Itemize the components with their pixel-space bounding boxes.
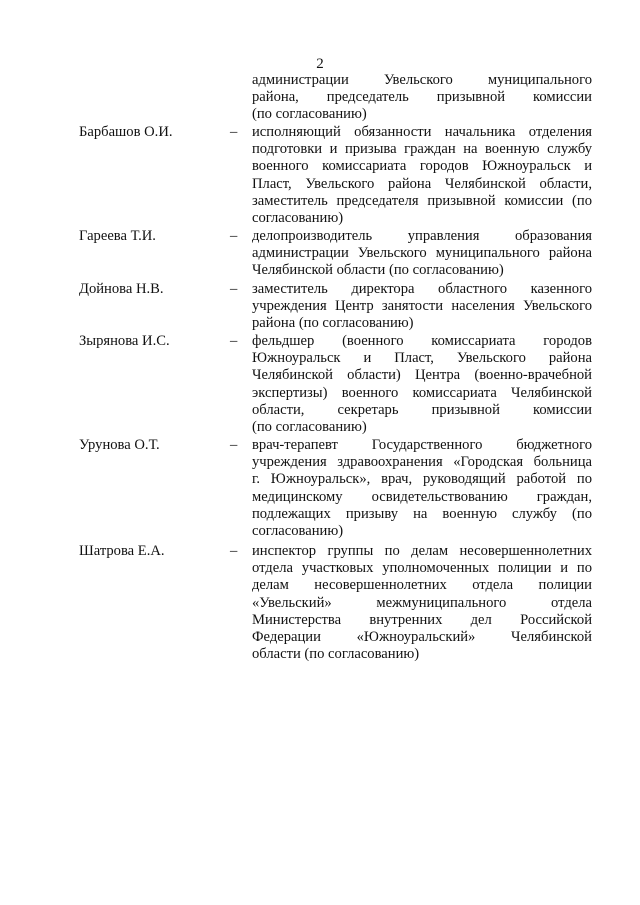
text-line: отдела участковых уполномоченных полиции и по	[252, 560, 592, 577]
dash-separator: –	[230, 437, 238, 453]
dash-separator: –	[230, 124, 238, 140]
member-name: Гареева Т.И.	[79, 228, 156, 244]
text-line: фельдшер (военного комиссариата городов	[252, 333, 592, 349]
text-line: инспектор группы по делам несовершеннолетних	[252, 543, 592, 559]
text-line: заместитель председателя призывной комиссии (по	[252, 192, 592, 209]
dash-separator: –	[230, 333, 238, 349]
text-line: области (по согласованию)	[252, 646, 420, 663]
text-line: медицинскому освидетельствованию граждан,	[252, 488, 592, 505]
member-name: Дойнова Н.В.	[79, 281, 164, 297]
text-line: администрации Увельского муниципального	[252, 72, 592, 88]
text-line: администрации Увельского муниципального района	[252, 245, 592, 262]
text-line: Челябинской области (по согласованию)	[252, 262, 504, 279]
member-description	[252, 228, 592, 280]
member-description	[252, 543, 592, 663]
text-line: района (по согласованию)	[252, 315, 414, 332]
dash-separator: –	[230, 281, 238, 297]
member-description	[252, 124, 592, 227]
dash-separator: –	[230, 228, 238, 244]
text-line: (по согласованию)	[252, 418, 367, 435]
text-line: заместитель директора областного казенного	[252, 281, 592, 297]
member-name: Шатрова Е.А.	[79, 543, 165, 559]
text-line: Федерации «Южноуральский» Челябинской	[252, 628, 592, 645]
text-line: (по согласованию)	[252, 106, 367, 123]
continuation-text	[252, 72, 592, 124]
text-line: Челябинской области) Центра (военно-врачебной	[252, 367, 592, 384]
text-line: Пласт, Увельского района Челябинской области,	[252, 175, 592, 192]
member-name: Зырянова И.С.	[79, 333, 170, 349]
member-name: Барбашов О.И.	[79, 124, 173, 140]
text-line: г. Южноуральск», врач, руководящий работой по	[252, 471, 592, 488]
text-line: подлежащих призыву на военную службу (по	[252, 505, 592, 522]
member-description	[252, 333, 592, 436]
page-number: 2	[316, 56, 324, 72]
text-line: района, председатель призывной комиссии	[252, 89, 592, 106]
text-line: врач-терапевт Государственного бюджетного	[252, 437, 592, 453]
text-line: учреждения здравоохранения «Городская больница	[252, 454, 592, 471]
text-line: делам несовершеннолетних отдела полиции	[252, 577, 592, 594]
member-name: Урунова О.Т.	[79, 437, 160, 453]
member-description	[252, 437, 592, 540]
text-line: области, секретарь призывной комиссии	[252, 401, 592, 418]
text-line: согласованию)	[252, 522, 344, 539]
text-line: экспертизы) военного комиссариата Челябинской	[252, 384, 592, 401]
text-line: Министерства внутренних дел Российской	[252, 611, 592, 628]
text-line: военного комиссариата городов Южноуральск и	[252, 158, 592, 175]
text-line: Южноуральск и Пласт, Увельского района	[252, 350, 592, 367]
text-line: «Увельский» межмуниципального отдела	[252, 594, 592, 611]
text-line: согласованию)	[252, 209, 344, 226]
text-line: исполняющий обязанности начальника отделения	[252, 124, 592, 140]
member-description	[252, 281, 592, 333]
text-line: подготовки и призыва граждан на военную службу	[252, 141, 592, 158]
text-line: делопроизводитель управления образования	[252, 228, 592, 244]
dash-separator: –	[230, 543, 238, 559]
text-line: учреждения Центр занятости населения Увельского	[252, 298, 592, 315]
